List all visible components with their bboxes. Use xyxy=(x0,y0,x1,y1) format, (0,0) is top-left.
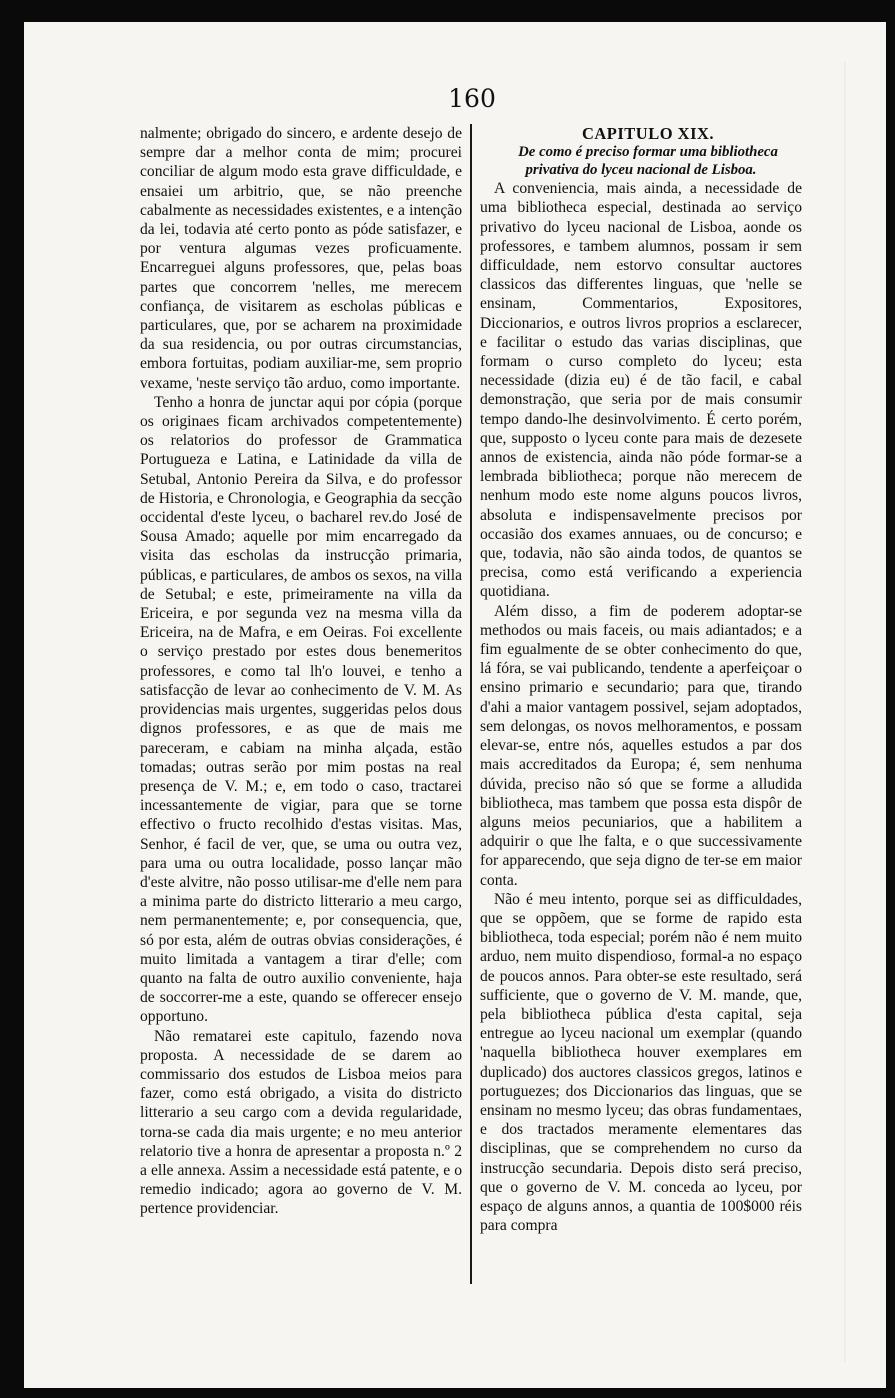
left-paragraph-2: Tenho a honra de junctar aqui por cópia (porque os originaes ficam archivados competentemente) os relatorios do professor de Grammatica Portugueza e Latina, e Latinidade da villa de Setubal, Antonio Pereira da Silva, e do professor de Historia, e Chronologia, e Geographia da secção occidental d'este lyceu, o bacharel rev.do José de Sousa Amado; aquelle por mim encarregado da visita das escholas da instrucção primaria, públicas, e particulares, de ambos os sexos, na villa de Setubal; e este, primeiramente na villa da Ericeira, e por segunda vez na mesma villa da Ericeira, na de Mafra, e em Oeiras. Foi excellente o serviço prestado por estes dous benemeritos professores, e como tal lh'o louvei, e tenho a satisfacção de levar ao conhecimento de V. M. As providencias mais urgentes, suggeridas pelos dous dignos professores, e as que de mais me pareceram, e cabiam na minha alçada, estão tomadas; outras serão por mim postas na real presença de V. M.; e, em todo o caso, tractarei incessantemente de vigiar, para que se torne effectivo o fructo recolhido d'estas visitas. Mas, Senhor, é facil de ver, que, se uma ou outra vez, para uma ou outra localidade, posso lançar mão d'este alvitre, não posso utilisar-me d'elle nem para a minima parte do districto litterario a meu cargo, nem permanentemente; e, por consequencia, que, só por esta, além de outras obvias considerações, é muito limitada a vantagem a tirar d'elle; com quanto na falta de outro auxilio conveniente, haja de soccorrer-me a este, quando se offerecer ensejo opportuno. xyxy=(140,393,462,1026)
book-page xyxy=(24,22,886,1388)
right-paragraph-1: A conveniencia, mais ainda, a necessidade de uma bibliotheca especial, destinada ao serviço privativo do lyceu nacional de Lisboa, aonde os professores, e tambem alumnos, possam ir sem difficuldade, nem estorvo consultar auctores classicos das differentes linguas, que 'nelle se ensinam, Commentarios, Expositores, Diccionarios, e outros livros proprios a esclarecer, e facilitar o estudo das varias disciplinas, que formam o curso completo do lyceu; esta necessidade (dizia eu) é de tão facil, e cabal demonstração, que seria por de mais consumir tempo dando-lhe desinvolvimento. É certo porém, que, supposto o lyceu conte para mais de dezesete annos de existencia, ainda não póde formar-se a lembrada bibliotheca; porque não merecem de nenhum modo este nome alguns poucos livros, absoluta e indispensavelmente precisos por occasião dos exames annuaes, ou de concurso; e que, todavia, não são ainda todos, de quantos se precisa, como está verificando a experiencia quotidiana. xyxy=(480,180,802,601)
left-paragraph-1: nalmente; obrigado do sincero, e ardente desejo de sempre dar a melhor conta de mim; procurei conciliar de algum modo esta grave difficuldade, e ensaiei um arbitrio, que, se não preenche cabalmente as necessidades existentes, e a intenção da lei, todavia até certo ponto as póde satisfazer, e por ventura algumas vezes proficuamente. Encarreguei alguns professores, que, pelas boas partes que concorrem 'nelles, me merecem confiança, de visitarem as escholas públicas e particulares, que, por se acharem na proximidade da sua residencia, ou por outras circumstancias, embora fortuitas, podiam auxiliar-me, sem proprio vexame, 'neste serviço tão arduo, como importante. xyxy=(140,125,462,392)
page-number: 160 xyxy=(448,84,496,113)
right-paragraph-3: Não é meu intento, porque sei as difficuldades, que se oppõem, que se forme de rapido esta bibliotheca, toda especial; porém não é nem muito arduo, nem muito dispendioso, formal-a no espaço de poucos annos. Para obter-se este resultado, será sufficiente, que o governo de V. M. mande, que, pela bibliotheca pública d'esta capital, seja entregue ao lyceu nacional um exemplar (quando 'naquella bibliotheca houver exemplares em duplicado) dos auctores classicos gregos, latinos e portuguezes; dos Diccionarios das linguas, que se ensinam no mesmo lyceu; das obras fundamentaes, e dos tractados meramente elementares das disciplinas, que se comprehendem no curso da instrucção secundaria. Depois disto será preciso, que o governo de V. M. conceda ao lyceu, por espaço de alguns annos, a quantia de 100$000 réis para compra xyxy=(480,890,802,1235)
column-divider xyxy=(470,124,472,1284)
right-column xyxy=(480,124,802,1235)
left-column xyxy=(140,124,462,1219)
left-paragraph-3: Não rematarei este capitulo, fazendo nova proposta. A necessidade de se darem ao commissario dos estudos de Lisboa meios para fazer, como está obrigado, a visita do districto litterario a seu cargo com a devida regularidade, torna-se cada dia mais urgente; e no meu anterior relatorio tive a honra de apresentar a proposta n.º 2 a elle annexa. Assim a necessidade está patente, e o remedio indicado; agora ao governo de V. M. pertence providenciar. xyxy=(140,1027,462,1218)
chapter-subtitle: De como é preciso formar uma bibliotheca privativa do lyceu nacional de Lisboa. xyxy=(518,144,778,179)
scan-border xyxy=(6,6,889,1392)
page-fold-shadow xyxy=(844,62,846,1362)
chapter-title: CAPITULO XIX. xyxy=(581,124,715,143)
right-paragraph-2: Além disso, a fim de poderem adoptar-se methodos ou mais faceis, ou mais adiantados; e a fim egualmente de se obter conhecimento do que, lá fóra, se vai publicando, tendente a aperfeiçoar o ensino primario e secundario; para que, tirando d'ahi a maior vantagem possivel, sejam adoptados, sem delongas, os novos melhoramentos, e possam elevar-se, entre nós, aquelles estudos a par dos mais accreditados da Europa; é, sem nenhuma dúvida, preciso não só que se forme a alludida bibliotheca, mas tambem que possa esta dispôr de alguns meios pecuniarios, que a habilitem a adquirir o que lhe falta, e o que successivamente for apparecendo, que seja digno de ter-se em maior conta. xyxy=(480,602,802,889)
